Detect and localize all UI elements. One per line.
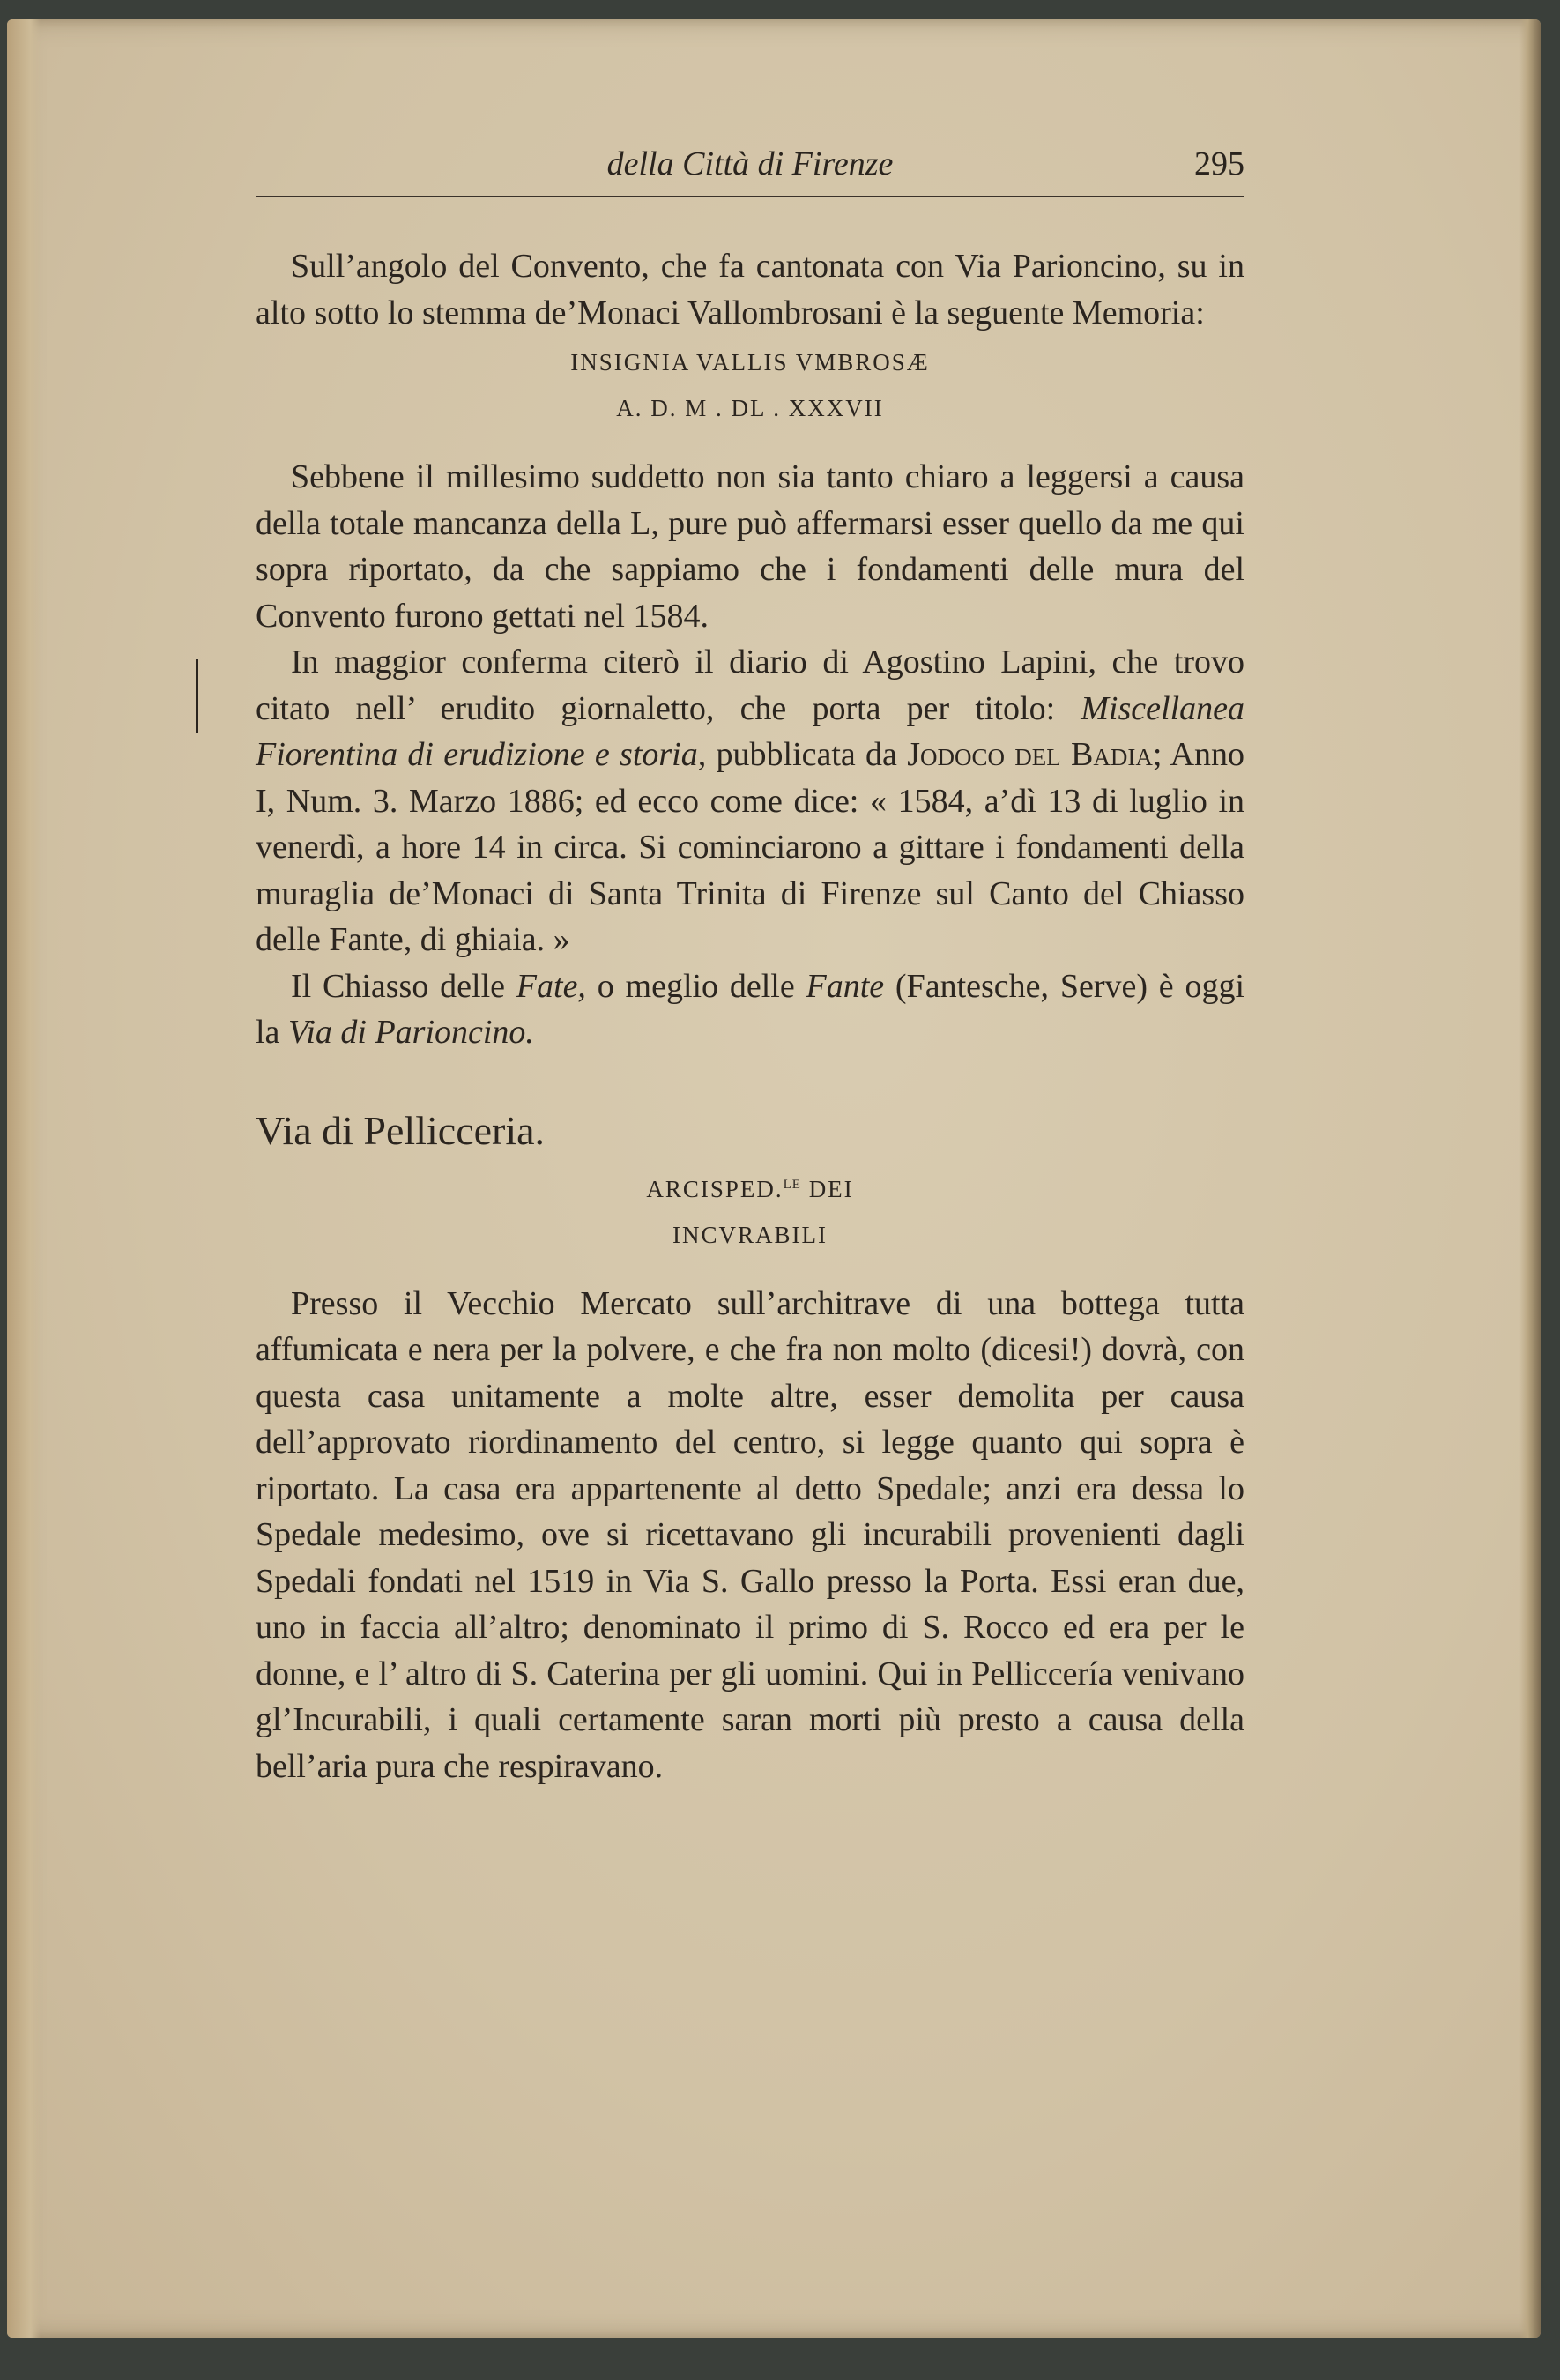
- page-edge-shadow: [1519, 19, 1541, 2338]
- running-title: della Città di Firenze: [606, 145, 894, 182]
- text-run: (Fantesche, Serve) è oggi la: [256, 967, 1245, 1051]
- inscription-line: INCVRABILI: [672, 1221, 828, 1248]
- inscription-line: [256, 1162, 1244, 1212]
- paragraph-chiasso: [256, 963, 1244, 1056]
- page-spine-shadow: [7, 19, 41, 2338]
- italic-term: Fate,: [516, 967, 586, 1005]
- author-name: Jodoco del Badia: [907, 736, 1153, 773]
- journal-title: Miscellanea Fiorentina di erudizione e storia,: [256, 689, 1244, 773]
- text-run: ARCISPED.: [646, 1175, 784, 1202]
- text-run: ; Anno I, Num. 3. Marzo 1886; ed ecco come dice: « 1584, a’dì 13 di luglio in venerdì, a hore 14 in circa. Si cominciarono a gittare i fondamenti della muraglia de’Monaci di Santa Trinita di Firenze sul Canto del Chiasso delle Fante, di ghiaia. »: [256, 736, 1245, 958]
- text-run: pubblicata da: [706, 736, 908, 773]
- inscription-line: A. D. M . DL . XXXVII: [616, 395, 884, 421]
- italic-term: Via di Parioncino.: [287, 1014, 534, 1051]
- margin-pencil-mark: [196, 659, 198, 733]
- paragraph-millesimo: Sebbene il millesimo suddetto non sia tanto chiaro a leggersi a causa della totale mancanza della L, pure può affermarsi esser quello da me qui sopra riportato, da che sappiamo che i fondamenti delle mura del Convento furono gettati nel 1584.: [256, 458, 1244, 635]
- italic-term: Fante: [806, 967, 885, 1005]
- inscription-line: INSIGNIA VALLIS VMBROSÆ: [570, 349, 930, 376]
- page-body: [256, 243, 1244, 1789]
- text-run: In maggior conferma citerò il diario di Agostino Lapini, che trovo citato nell’ erudito giornaletto, che porta per titolo:: [256, 643, 1244, 727]
- page-number: 295: [1194, 145, 1244, 182]
- inscription-incurabili: [256, 1162, 1244, 1258]
- inscription-vallombrosa: [256, 339, 1244, 431]
- text-run: Il Chiasso delle: [291, 967, 516, 1005]
- page-header: [256, 141, 1244, 197]
- paragraph-convento: Sull’angolo del Convento, che fa cantonata con Via Parioncino, su in alto sotto lo stemma de’Monaci Vallombrosani è la seguente Memoria:: [256, 248, 1244, 331]
- superscript: LE: [783, 1177, 801, 1192]
- text-run: DEI: [800, 1175, 854, 1202]
- text-run: o meglio delle: [585, 967, 806, 1005]
- section-heading: Via di Pellicceria.: [256, 1107, 546, 1153]
- paragraph-lapini: [256, 639, 1244, 963]
- paragraph-mercato: Presso il Vecchio Mercato sull’architrave di una bottega tutta affumicata e nera per la polvere, e che fra non molto (dicesi!) dovrà, con questa casa unitamente a molte altre, esser demolita per causa dell’approvato riordinamento del centro, si legge quanto qui sopra è riportato. La casa era appartenente al detto Spedale; anzi era dessa lo Spedale medesimo, ove si ricettavano gli incurabili provenienti dagli Spedali fondati nel 1519 in Via S. Gallo presso la Porta. Essi eran due, uno in faccia all’altro; denominato il primo di S. Rocco ed era per le donne, e l’ altro di S. Caterina per gli uomini. Qui in Pelliccería venivano gl’Incurabili, i quali certamente saran morti più presto a causa della bell’aria pura che respiravano.: [256, 1284, 1244, 1785]
